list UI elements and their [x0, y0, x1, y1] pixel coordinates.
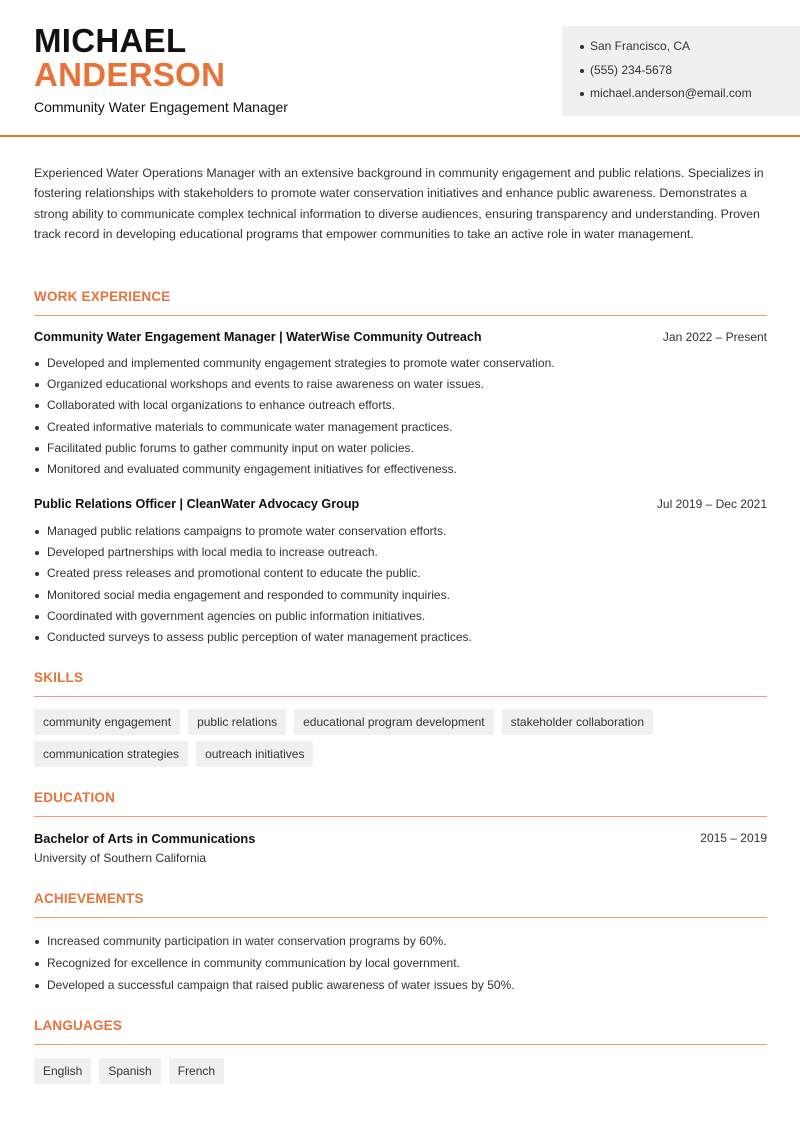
skill-tag: community engagement	[34, 709, 180, 735]
list-item: Created press releases and promotional content to educate the public.	[34, 565, 767, 586]
list-item: Increased community participation in water conservation programs by 60%.	[34, 933, 767, 955]
section-divider	[34, 816, 767, 817]
list-item: Managed public relations campaigns to promote water conservation efforts.	[34, 523, 767, 544]
list-item: Developed partnerships with local media to increase outreach.	[34, 544, 767, 565]
list-item: Monitored and evaluated community engagement initiatives for effectiveness.	[34, 461, 767, 482]
language-tag: English	[34, 1058, 91, 1084]
skills-tags	[34, 709, 774, 773]
candidate-name	[34, 24, 225, 92]
list-item: Conducted surveys to assess public perception of water management practices.	[34, 629, 767, 650]
list-item: Organized educational workshops and events to raise awareness on water issues.	[34, 376, 767, 397]
section-title-skills: SKILLS	[34, 670, 84, 685]
skill-tag: public relations	[188, 709, 286, 735]
section-title-languages: LANGUAGES	[34, 1018, 123, 1033]
job-role: Public Relations Officer | CleanWater Advocacy Group	[34, 497, 360, 511]
job-dates: Jan 2022 – Present	[662, 330, 767, 344]
section-title-work: WORK EXPERIENCE	[34, 289, 171, 304]
contact-email[interactable]: michael.anderson@email.com	[580, 85, 800, 109]
job-title: Community Water Engagement Manager	[34, 99, 288, 115]
list-item: Collaborated with local organizations to enhance outreach efforts.	[34, 397, 767, 418]
last-name: ANDERSON	[34, 56, 226, 93]
list-item: Monitored social media engagement and responded to community inquiries.	[34, 587, 767, 608]
list-item: Developed and implemented community engagement strategies to promote water conservation.	[34, 355, 767, 376]
contact-location: San Francisco, CA	[580, 38, 800, 62]
skill-tag: communication strategies	[34, 741, 188, 767]
list-item: Created informative materials to communicate water management practices.	[34, 419, 767, 440]
job-entry-header	[34, 330, 767, 344]
section-title-achievements: ACHIEVEMENTS	[34, 891, 144, 906]
school-name: University of Southern California	[34, 851, 207, 865]
section-title-education: EDUCATION	[34, 790, 116, 805]
list-item: Coordinated with government agencies on public information initiatives.	[34, 608, 767, 629]
job-entry-header	[34, 497, 767, 511]
job-dates: Jul 2019 – Dec 2021	[656, 497, 767, 511]
skill-tag: educational program development	[294, 709, 493, 735]
degree-name: Bachelor of Arts in Communications	[34, 831, 256, 846]
first-name: MICHAEL	[34, 22, 187, 59]
job-bullets	[34, 523, 767, 650]
languages-tags	[34, 1058, 774, 1090]
language-tag: French	[169, 1058, 224, 1084]
contact-box	[562, 26, 800, 116]
section-divider	[34, 1044, 767, 1045]
skill-tag: stakeholder collaboration	[502, 709, 653, 735]
summary-paragraph: Experienced Water Operations Manager with an extensive background in community engagement and public relations. Specializes in fostering relationships with stakeholders to promote water conservation initiatives and enhance public awareness. Demonstrates a strong ability to communicate complex technical information to diverse audiences, ensuring transparency and understanding. Proven track record in developing educational programs that empower communities to take an active role in water management.	[34, 166, 764, 242]
contact-phone: (555) 234-5678	[580, 62, 800, 86]
job-role: Community Water Engagement Manager | WaterWise Community Outreach	[34, 330, 482, 344]
job-bullets	[34, 355, 767, 482]
education-entry-header	[34, 831, 767, 846]
list-item: Recognized for excellence in community communication by local government.	[34, 955, 767, 977]
list-item: Developed a successful campaign that raised public awareness of water issues by 50%.	[34, 977, 767, 999]
resume-header	[0, 0, 800, 137]
section-divider	[34, 315, 767, 316]
section-divider	[34, 917, 767, 918]
section-divider	[34, 696, 767, 697]
language-tag: Spanish	[99, 1058, 160, 1084]
education-dates: 2015 – 2019	[700, 831, 767, 845]
achievement-bullets	[34, 933, 767, 999]
skill-tag: outreach initiatives	[196, 741, 313, 767]
list-item: Facilitated public forums to gather community input on water policies.	[34, 440, 767, 461]
